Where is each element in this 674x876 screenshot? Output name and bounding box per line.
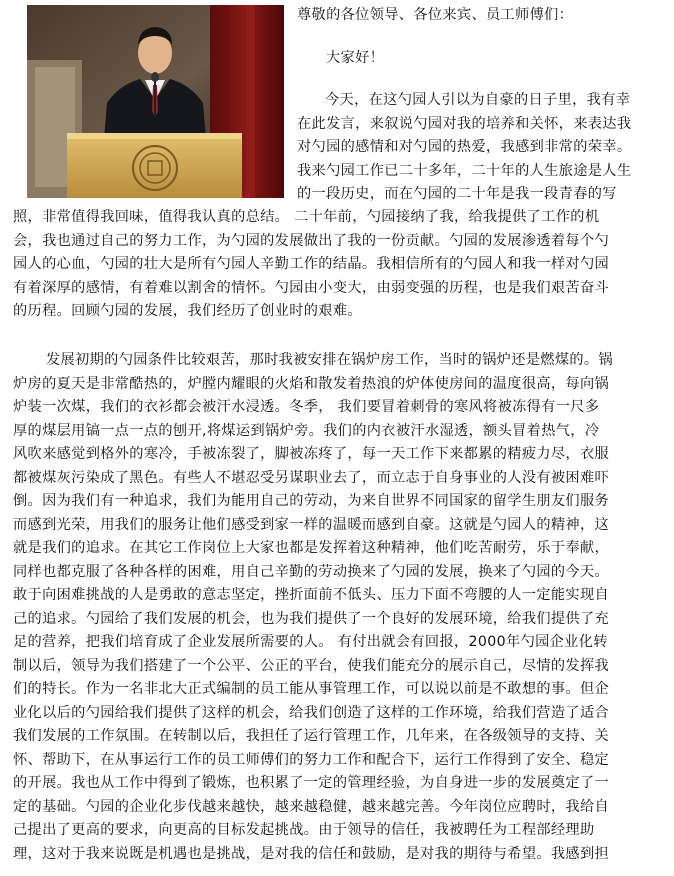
text-line: 我们发展的工作氛围。在转制以后，我担任了运行管理工作，几年来，在各级领导的支持、关 <box>13 728 610 744</box>
text-line: 照，非常值得我回味，值得我认真的总结。 二十年前，勺园接纳了我，给我提供了工作的机 <box>13 209 600 225</box>
greeting-block <box>326 47 384 71</box>
text-line: 园人的心血，勺园的壮大是所有勺园人辛勤工作的结晶。我相信所有的勺园人和我一样对勺园 <box>13 256 610 272</box>
salutation: 尊敬的各位领导、各位来宾、员工师傅们： <box>297 7 574 23</box>
text-line: 怀、帮助下，在从事运行工作的员工师傅们的努力工作和配合下，运行工作得到了安全、稳定 <box>13 751 610 768</box>
text-line: 的一段历史，而在勺园的二十年是我一段青春的写 <box>297 186 617 202</box>
paragraph-1 <box>13 206 609 324</box>
text-line: 发展初期的勺园条件比较艰苦，那时我被安排在锅炉房工作，当时的锅炉还是燃煤的。锅 <box>46 352 613 368</box>
text-line: 倒。因为我们有一种追求，我们为能用自己的劳动，为来自世界不同国家的留学生朋友们服务 <box>13 493 610 509</box>
text-line: 有着深厚的感情，有着难以割舍的情怀。勺园由小变大，由弱变强的历程，也是我们艰苦奋斗 <box>13 279 610 296</box>
greeting: 大家好！ <box>326 50 385 66</box>
text-line: 对勺园的感情和对勺园的热爱，我感到非常的荣幸。 <box>297 139 632 155</box>
text-line: 们的特长。作为一名非北大正式编制的员工能从事管理工作，可以说以前是不敢想的事。但企 <box>13 681 610 697</box>
text-line: 己的追求。勺园给了我们发展的机会，也为我们提供了一个良好的发展环境，给我们提供了充 <box>13 610 610 627</box>
text-line: 我来勺园工作已二十多年，二十年的人生旅途是人生 <box>297 162 632 179</box>
text-line: 而感到光荣，用我们的服务让他们感受到家一样的温暖而感到自豪。这就是勺园人的精神，这 <box>13 516 610 533</box>
text-line: 的历程。回顾勺园的发展，我们经历了创业时的艰难。 <box>13 303 362 319</box>
text-line: 业化以后的勺园给我们提供了这样的机会，给我们创造了这样的工作环境，给我们营造了适合 <box>13 704 610 721</box>
text-line: 就是我们的追求。在其它工作岗位上大家也都是发挥着这种精神，他们吃苦耐劳，乐于奉献， <box>13 540 610 556</box>
text-line: 今天，在这勺园人引以为自豪的日子里，我有幸 <box>325 92 631 108</box>
paragraph-2 <box>13 349 613 866</box>
text-line: 理，这对于我来说既是机遇也是挑战，是对我的信任和鼓励，是对我的期待与希望。我感到担 <box>13 845 610 862</box>
text-line: 厚的煤层用镐一点一点的刨开,将煤运到锅炉旁。我们的内衣被汗水湿透，额头冒着热气，冷 <box>13 422 600 439</box>
text-line: 都被煤灰污染成了黑色。有些人不堪忍受另谋职业去了，而立志于自身事业的人没有被困难吓 <box>13 469 610 486</box>
right-column-text <box>297 89 631 207</box>
text-line: 的开展。我也从工作中得到了锻炼，也积累了一定的管理经验，为自身进一步的发展奠定了一 <box>13 775 610 791</box>
text-line: 足的营养，把我们培育成了企业发展所需要的人。 有付出就会有回报，2000年勺园企业化转 <box>13 634 608 650</box>
text-line: 同样也都克服了各种各样的困难，用自己辛勤的劳动换来了勺园的发展，换来了勺园的今天。 <box>13 563 610 580</box>
speaker-photo <box>27 5 284 198</box>
salutation-block <box>297 4 573 28</box>
text-line: 会，我也通过自己的努力工作，为勺园的发展做出了我的一份贡献。勺园的发展渗透着每个勺 <box>13 232 610 249</box>
speaker-photo-image <box>27 5 284 198</box>
text-line: 炉房的夏天是非常酷热的，炉膛内耀眼的火焰和散发着热浪的炉体使房间的温度很高，每向锅 <box>13 375 610 392</box>
text-line: 炉装一次煤，我们的衣衫都会被汗水浸透。冬季， 我们要冒着刺骨的寒风将被冻得有一尺多 <box>13 399 600 415</box>
text-line: 敢于向困难挑战的人是勇敢的意志坚定，挫折面前不低头、压力下面不弯腰的人一定能实现自 <box>13 587 610 603</box>
text-line: 己提出了更高的要求，向更高的目标发起挑战。由于领导的信任，我被聘任为工程部经理助 <box>13 822 595 838</box>
text-line: 定的基础。勺园的企业化步伐越来越快，越来越稳健，越来越完善。今年岗位应聘时，我给自 <box>13 798 610 815</box>
text-line: 风吹来感觉到格外的寒冷，手被冻裂了，脚被冻疼了，每一天工作下来都累的精疲力尽，衣服 <box>13 446 610 462</box>
text-line: 制以后，领导为我们搭建了一个公平、公正的平台，使我们能充分的展示自己，尽情的发挥我 <box>13 657 610 674</box>
text-line: 在此发言，来叙说勺园对我的培养和关怀，来表达我 <box>297 115 632 132</box>
